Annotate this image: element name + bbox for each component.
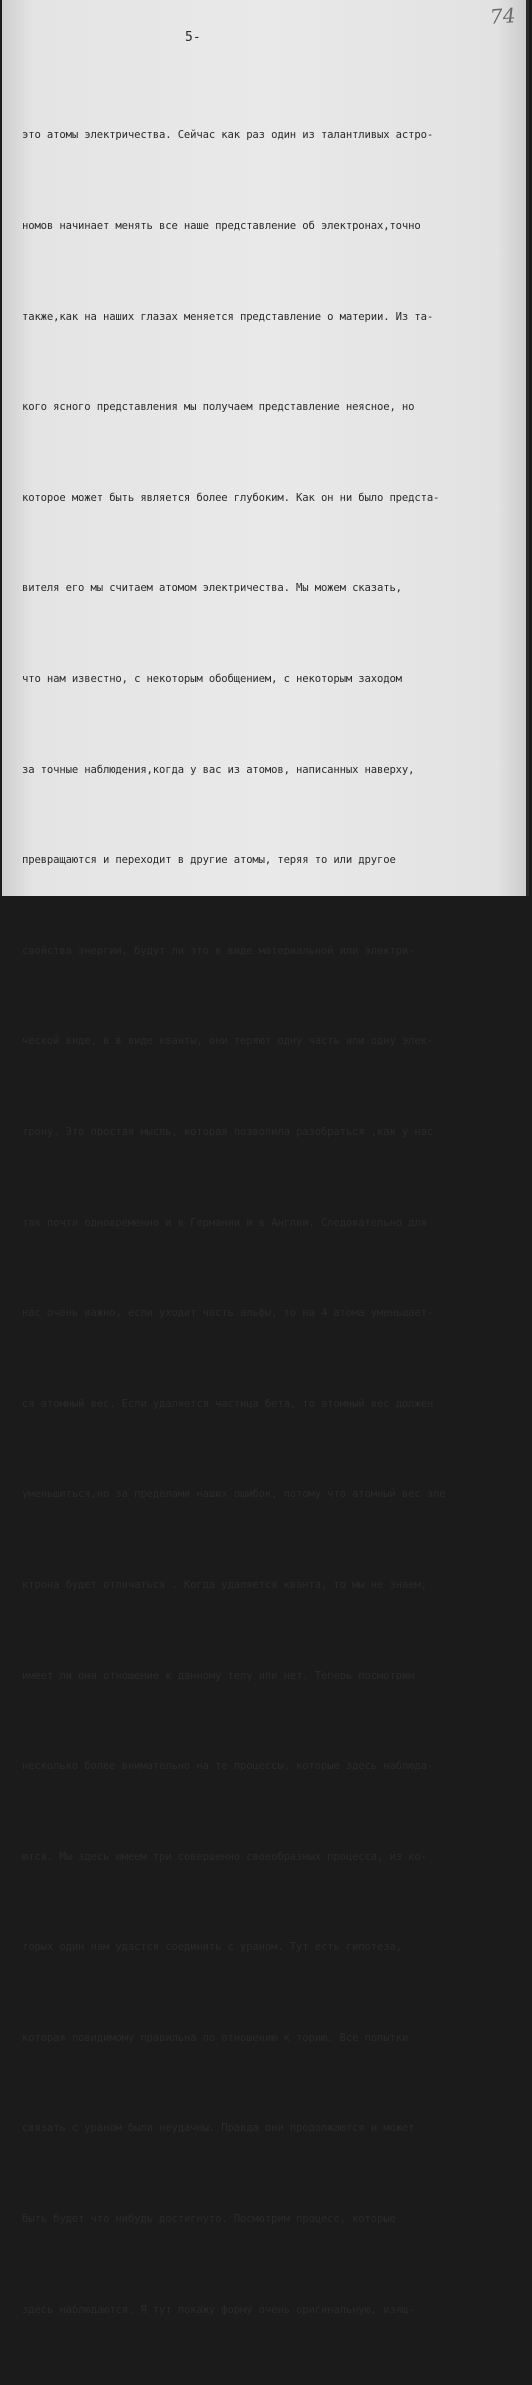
text-line: свойства энергии, будут ли это в виде материальной или электри-	[22, 944, 415, 957]
document-page	[2, 0, 529, 2316]
text-line: ктрона будет отличаться . Когда удаляется кванта, то мы не знаем,	[22, 1578, 427, 1591]
text-line: ческой виде, в в виде кванты, они теряют одну часть или одну элек-	[22, 1035, 434, 1048]
text-line: кого ясного представления мы получаем представление неясное, но	[22, 401, 415, 414]
text-line: которое может быть является более глубоким. Как он ни было предста-	[22, 491, 440, 504]
text-line: торых один нам удастся соединить с ураном. Тут есть гипотеза,	[22, 1941, 402, 1954]
text-line: превращаются и переходит в другие атомы, теряя то или другое	[22, 854, 396, 867]
page-number: 5-	[185, 30, 201, 45]
text-line: имеет ли она отношение к данному телу или нет. Теперь посмотрим	[22, 1669, 415, 1682]
text-line: здесь наблюдаются. Я тут покажу форму очень оригинальную, изящ-	[22, 2303, 415, 2316]
text-line: вителя его мы считаем атомом электричества. Мы можем сказать,	[22, 582, 402, 595]
text-line: уменьшиться,но за пределами наших ошибок, потому что атомный вес эле	[22, 1488, 446, 1501]
archive-number: 74	[489, 3, 517, 29]
text-line: за точные наблюдения,когда у вас из атомов, написанных наверху,	[22, 763, 415, 776]
text-line: ются. Мы здесь имеем три совершенно своеобразных процесса, из ко-	[22, 1850, 427, 1863]
page-edge	[526, 0, 529, 896]
text-line: номов начинает менять все наше представление об электронах,точно	[22, 220, 421, 232]
text-line: которая повидимому правильна по отношению к торию. Все попытки	[22, 2031, 409, 2044]
body-text	[22, 60, 532, 2385]
text-line: связать с ураном были неудачны. Правда они продолжаются и может	[22, 2122, 415, 2135]
text-line: также,как на наших глазах меняется представление о материи. Из та-	[22, 310, 434, 323]
text-line: нас очень важно, если уходит часть альфы, то на 4 атома уменьшает-	[22, 1307, 434, 1320]
text-line: несколько более внимательно на те процессы, которые здесь наблюда-	[22, 1760, 434, 1773]
text-line: ся атомный вес. Если удаляется частица бета, то атомный вес должен	[22, 1397, 434, 1410]
text-line: это атомы электричества. Сейчас как раз один из талантливых астро-	[22, 129, 434, 142]
text-line: что нам известно, с некоторым обобщением, с некоторым заходом	[22, 672, 402, 685]
text-line: так почти одновременно и в Германии и в Англии. Следовательно для	[22, 1216, 427, 1229]
text-line: быть будет что нибудь достигнуто. Посмотрим процесс, которые	[22, 2213, 396, 2226]
text-line: трону. Это простая мысль, которая позволила разобраться ,как у нас	[22, 1125, 434, 1138]
